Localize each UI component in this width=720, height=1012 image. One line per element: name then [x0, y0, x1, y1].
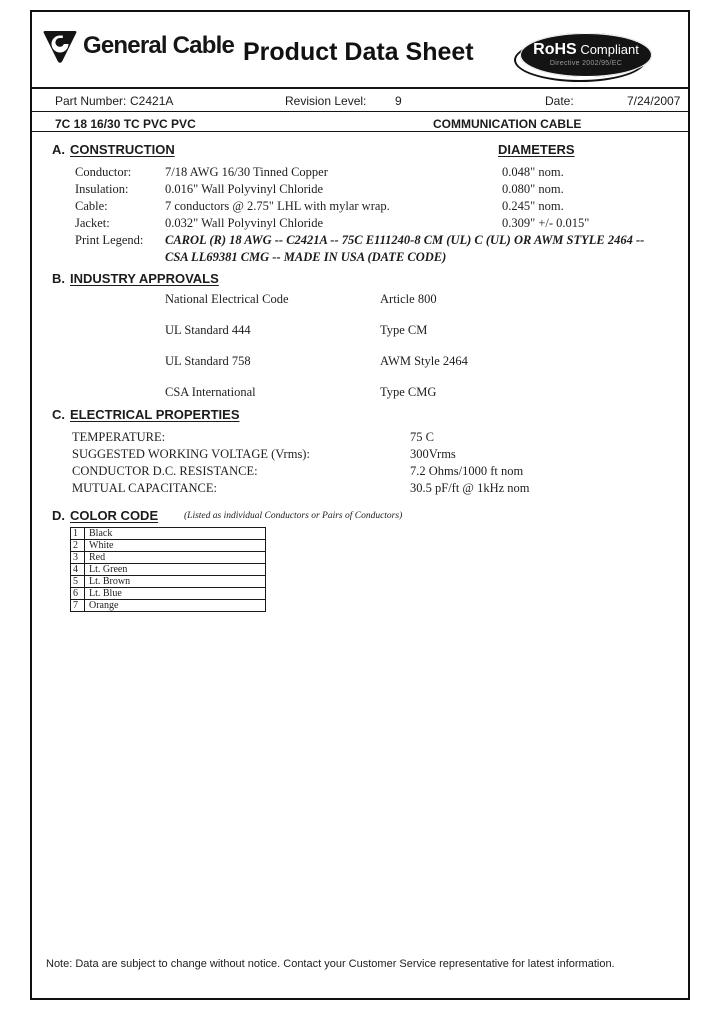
print-legend-line2: CSA LL69381 CMG -- MADE IN USA (DATE CODE) [165, 249, 447, 264]
electrical-row-label: SUGGESTED WORKING VOLTAGE (Vrms): [72, 447, 310, 461]
electrical-row-value: 7.2 Ohms/1000 ft nom [410, 464, 524, 478]
table-row [71, 576, 266, 588]
construction-row-diameter: 0.048" nom. [502, 165, 564, 179]
section-b-title: INDUSTRY APPROVALS [70, 271, 219, 286]
color-number: 3 [71, 552, 85, 564]
color-number: 7 [71, 600, 85, 612]
print-legend-text [165, 232, 665, 265]
section-c-title: ELECTRICAL PROPERTIES [70, 407, 240, 422]
rohs-directive: Directive 2002/95/EC [549, 60, 623, 67]
electrical-row-value: 30.5 pF/ft @ 1kHz nom [410, 481, 530, 495]
construction-row-label: Jacket: [75, 216, 110, 230]
construction-row-label: Insulation: [75, 182, 129, 196]
diameters-title: DIAMETERS [498, 142, 575, 157]
approval-row-label: UL Standard 444 [165, 323, 251, 337]
rohs-badge [520, 33, 652, 77]
page-border [30, 10, 690, 1000]
page-title: Product Data Sheet [243, 38, 474, 66]
approval-row-value: Type CM [380, 323, 428, 337]
revision-level-value: 9 [395, 94, 402, 108]
product-code: 7C 18 16/30 TC PVC PVC [55, 117, 196, 131]
color-code-subtitle: (Listed as individual Conductors or Pairs of Conductors) [184, 511, 403, 521]
construction-row-diameter: 0.080" nom. [502, 182, 564, 196]
section-d-letter: D. [52, 508, 65, 523]
color-name: Lt. Blue [85, 588, 266, 600]
print-legend-line1: CAROL (R) 18 AWG -- C2421A -- 75C E111240-8 CM (UL) C (UL) OR AWM STYLE 2464 -- [165, 233, 645, 247]
rohs-label-rest: Compliant [576, 42, 639, 57]
color-name: Lt. Brown [85, 576, 266, 588]
date-label: Date: [545, 94, 574, 108]
construction-row-value: 7/18 AWG 16/30 Tinned Copper [165, 165, 328, 179]
table-row [71, 528, 266, 540]
electrical-row-value: 75 C [410, 430, 434, 444]
table-row [71, 600, 266, 612]
electrical-row-label: CONDUCTOR D.C. RESISTANCE: [72, 464, 258, 478]
color-name: Red [85, 552, 266, 564]
color-number: 1 [71, 528, 85, 540]
company-logo [42, 28, 234, 64]
table-row [71, 588, 266, 600]
electrical-row-label: MUTUAL CAPACITANCE: [72, 481, 217, 495]
construction-row-value: 0.016" Wall Polyvinyl Chloride [165, 182, 324, 196]
approval-row-label: National Electrical Code [165, 292, 289, 306]
color-number: 6 [71, 588, 85, 600]
color-number: 4 [71, 564, 85, 576]
date-value: 7/24/2007 [627, 94, 681, 108]
divider [32, 87, 688, 89]
divider [32, 131, 688, 132]
section-c-letter: C. [52, 407, 65, 422]
construction-row-value: 7 conductors @ 2.75" LHL with mylar wrap. [165, 199, 390, 213]
construction-row-diameter: 0.245" nom. [502, 199, 564, 213]
approval-row-label: CSA International [165, 385, 256, 399]
divider [32, 111, 688, 112]
approval-row-value: Article 800 [380, 292, 437, 306]
color-code-table [70, 527, 266, 612]
table-row [71, 564, 266, 576]
section-b-letter: B. [52, 271, 65, 286]
color-number: 2 [71, 540, 85, 552]
construction-row-value: 0.032" Wall Polyvinyl Chloride [165, 216, 324, 230]
approval-row-value: AWM Style 2464 [380, 354, 468, 368]
logo-text: General Cable [83, 32, 235, 59]
section-a-title: CONSTRUCTION [70, 142, 175, 157]
table-row [71, 552, 266, 564]
electrical-row-label: TEMPERATURE: [72, 430, 166, 444]
electrical-row-value: 300Vrms [410, 447, 456, 461]
approval-row-value: Type CMG [380, 385, 437, 399]
rohs-badge-body [520, 33, 652, 77]
section-d-title: COLOR CODE [70, 508, 159, 523]
approval-row-label: UL Standard 758 [165, 354, 251, 368]
color-name: Black [85, 528, 266, 540]
part-number-label: Part Number: [55, 94, 127, 108]
print-legend-label: Print Legend: [75, 233, 144, 247]
table-row [71, 540, 266, 552]
footer-note: Note: Data are subject to change without notice. Contact your Customer Service representative for latest information. [46, 958, 615, 970]
revision-level-label: Revision Level: [285, 94, 367, 108]
product-type: COMMUNICATION CABLE [433, 117, 582, 131]
rohs-label [520, 41, 652, 59]
construction-row-diameter: 0.309" +/- 0.015" [502, 216, 590, 230]
color-name: Lt. Green [85, 564, 266, 576]
general-cable-logo-icon [42, 28, 78, 64]
construction-row-label: Conductor: [75, 165, 132, 179]
color-name: White [85, 540, 266, 552]
color-number: 5 [71, 576, 85, 588]
construction-row-label: Cable: [75, 199, 108, 213]
part-number-value: C2421A [130, 94, 174, 108]
rohs-label-bold: RoHS [533, 41, 577, 58]
section-a-letter: A. [52, 142, 65, 157]
color-name: Orange [85, 600, 266, 612]
